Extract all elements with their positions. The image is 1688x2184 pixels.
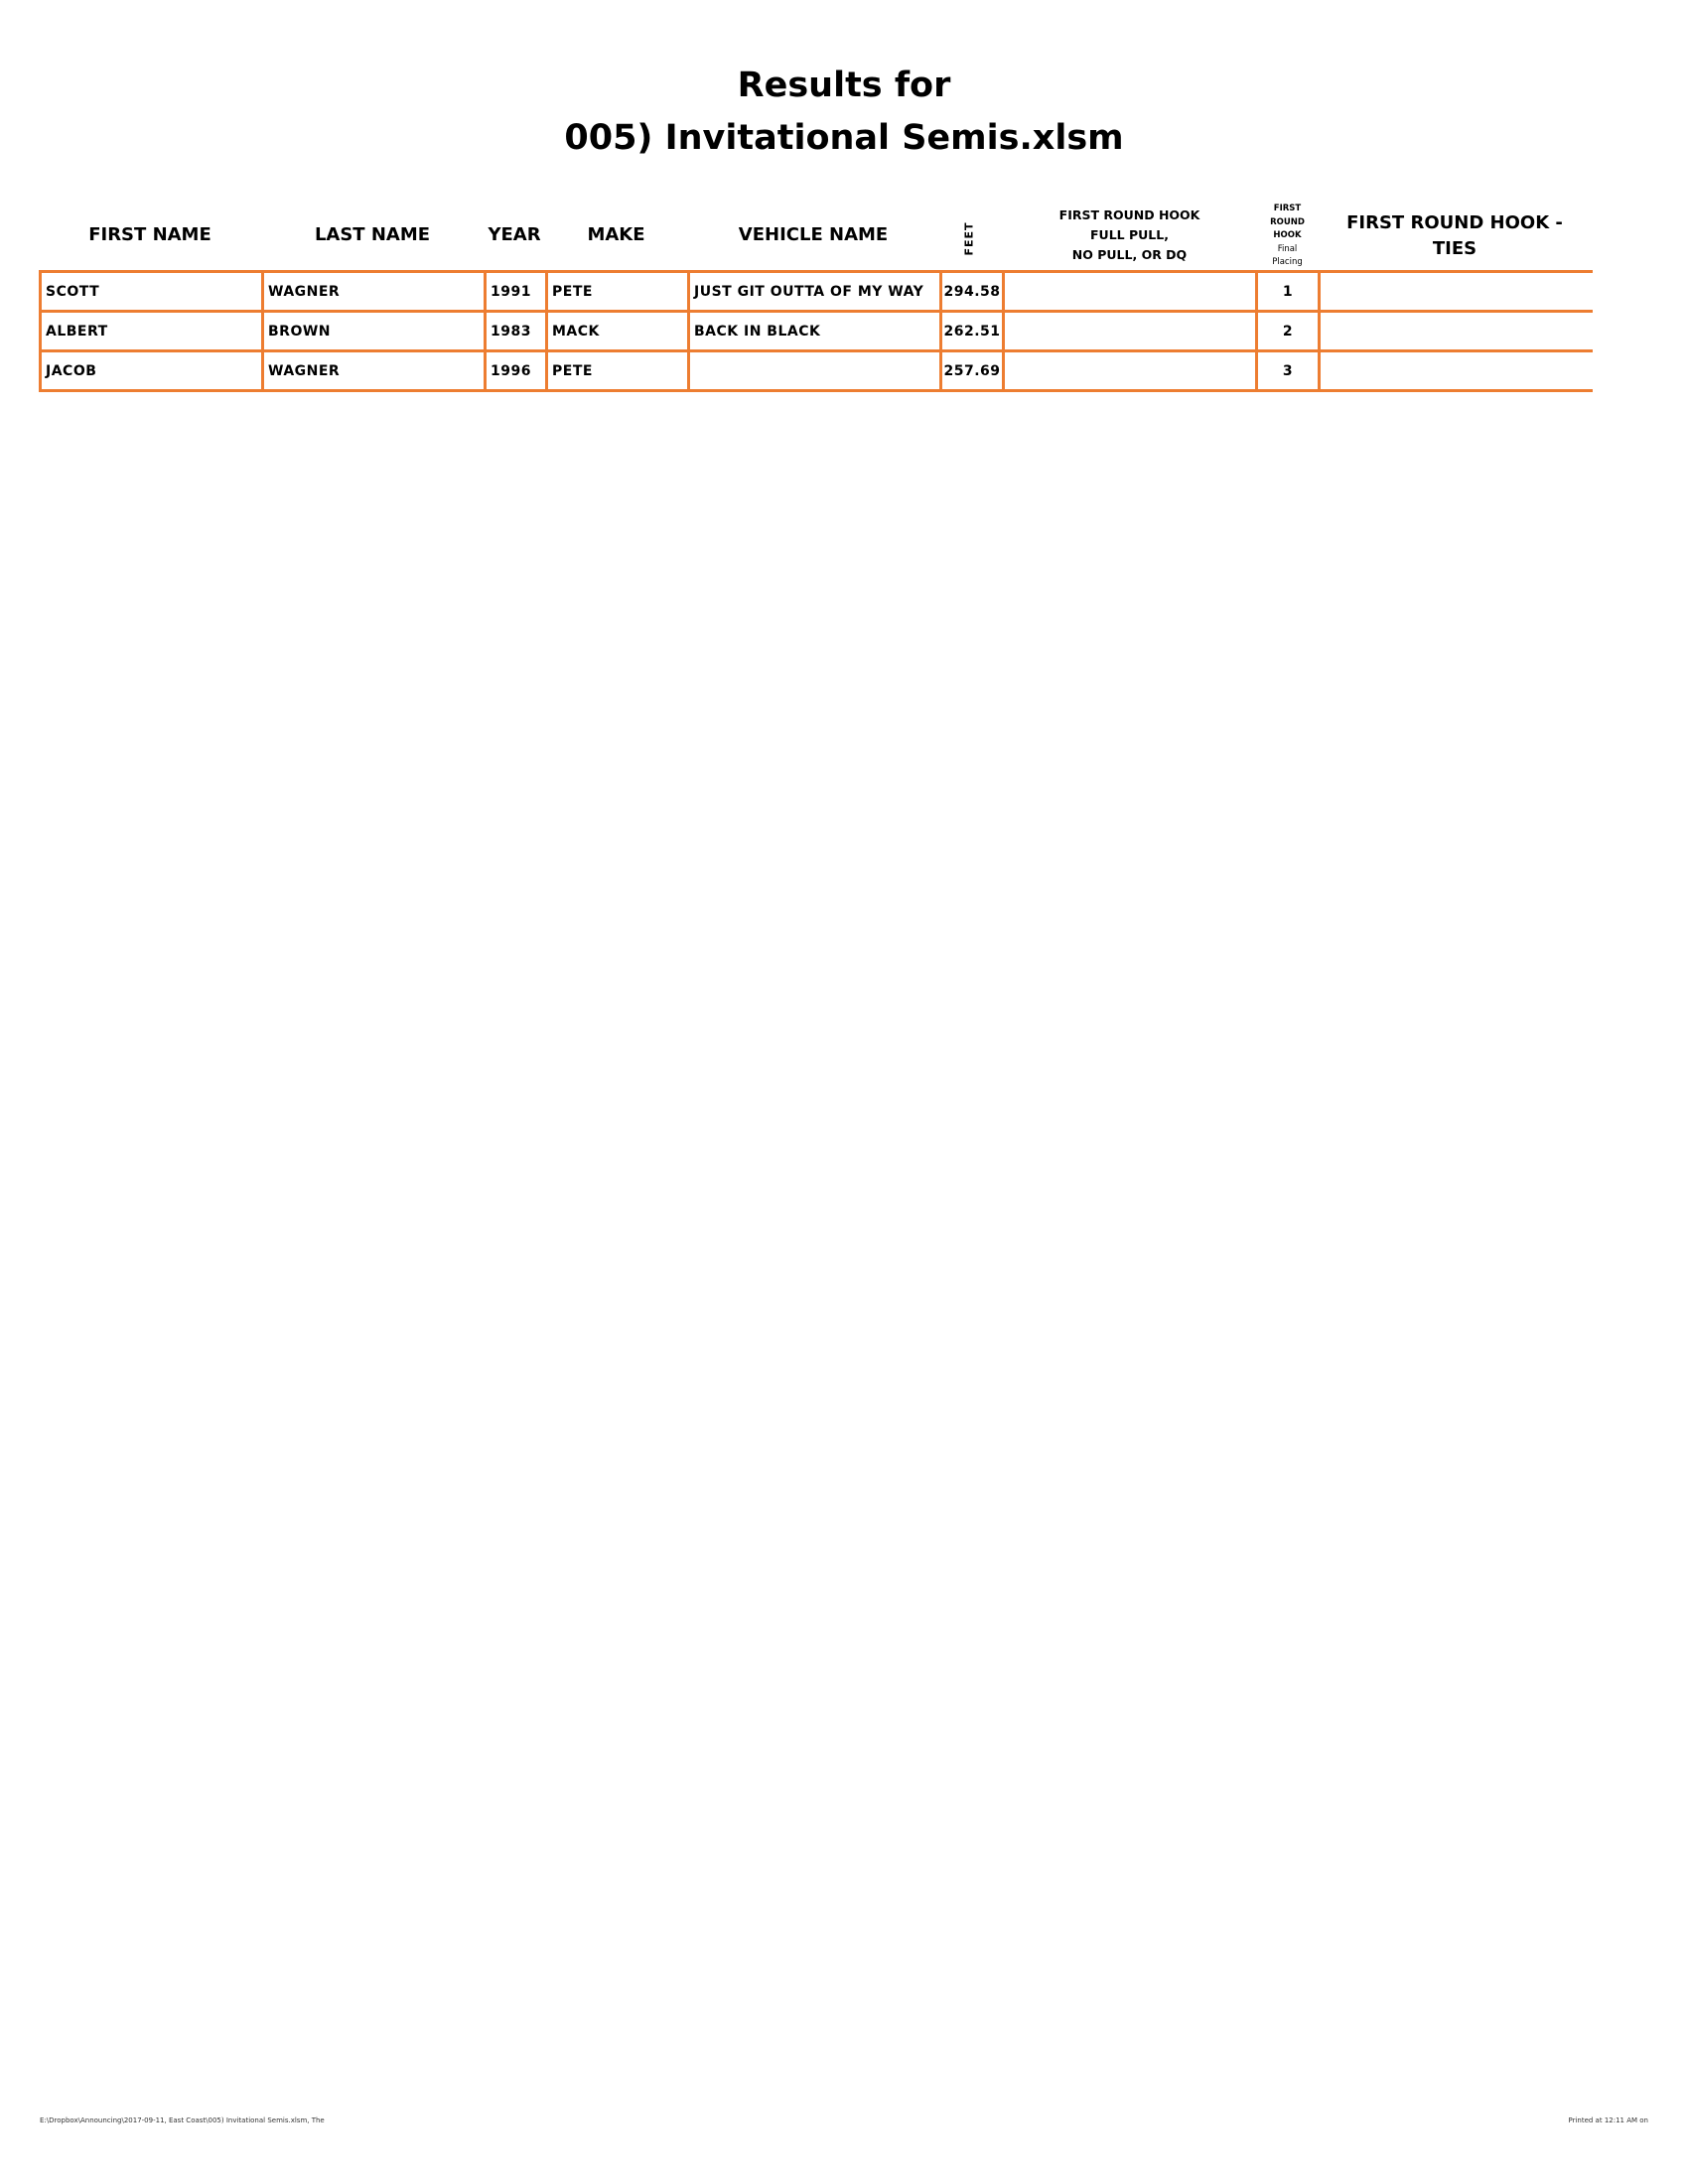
- cell-placing: 2: [1257, 312, 1320, 351]
- cell-first-name: JACOB: [41, 351, 263, 391]
- header-feet: FEET: [962, 221, 976, 256]
- cell-placing: 3: [1257, 351, 1320, 391]
- table-row: [41, 272, 1593, 312]
- footer-printed-at: Printed at 12:11 AM on: [1568, 2116, 1648, 2124]
- cell-make: MACK: [547, 312, 689, 351]
- header-hook-result: FIRST ROUND HOOK FULL PULL, NO PULL, OR DQ: [1058, 207, 1200, 262]
- header-final-placing: FIRST ROUND HOOK Final Placing: [1270, 204, 1305, 267]
- cell-feet: 262.51: [941, 312, 1004, 351]
- cell-make: PETE: [547, 272, 689, 312]
- header-vehicle-name: VEHICLE NAME: [738, 224, 889, 245]
- cell-vehicle-name: BACK IN BLACK: [689, 312, 941, 351]
- table-row: [41, 312, 1593, 351]
- cell-ties: [1320, 272, 1593, 312]
- cell-make: PETE: [547, 351, 689, 391]
- footer-file-path: E:\Dropbox\Announcing\2017-09-11, East Coast\005) Invitational Semis.xlsm, The: [40, 2116, 325, 2124]
- header-year: YEAR: [488, 224, 541, 245]
- cell-hook-result: [1004, 312, 1257, 351]
- cell-vehicle-name: JUST GIT OUTTA OF MY WAY: [689, 272, 941, 312]
- header-make: MAKE: [587, 224, 645, 245]
- cell-first-name: SCOTT: [41, 272, 263, 312]
- cell-placing: 1: [1257, 272, 1320, 312]
- cell-vehicle-name: [689, 351, 941, 391]
- cell-year: 1983: [486, 312, 547, 351]
- cell-feet: 294.58: [941, 272, 1004, 312]
- header-first-name: FIRST NAME: [88, 224, 211, 245]
- table-row: [41, 351, 1593, 391]
- header-last-name: LAST NAME: [314, 224, 431, 245]
- cell-year: 1991: [486, 272, 547, 312]
- page-subtitle: 005) Invitational Semis.xlsm: [564, 118, 1124, 158]
- cell-first-name: ALBERT: [41, 312, 263, 351]
- cell-year: 1996: [486, 351, 547, 391]
- cell-last-name: BROWN: [263, 312, 486, 351]
- cell-feet: 257.69: [941, 351, 1004, 391]
- cell-hook-result: [1004, 351, 1257, 391]
- results-table: [39, 270, 1593, 392]
- cell-hook-result: [1004, 272, 1257, 312]
- page-title: Results for: [737, 66, 951, 105]
- cell-ties: [1320, 351, 1593, 391]
- header-ties: FIRST ROUND HOOK - TIES: [1346, 212, 1563, 259]
- cell-last-name: WAGNER: [263, 272, 486, 312]
- cell-last-name: WAGNER: [263, 351, 486, 391]
- cell-ties: [1320, 312, 1593, 351]
